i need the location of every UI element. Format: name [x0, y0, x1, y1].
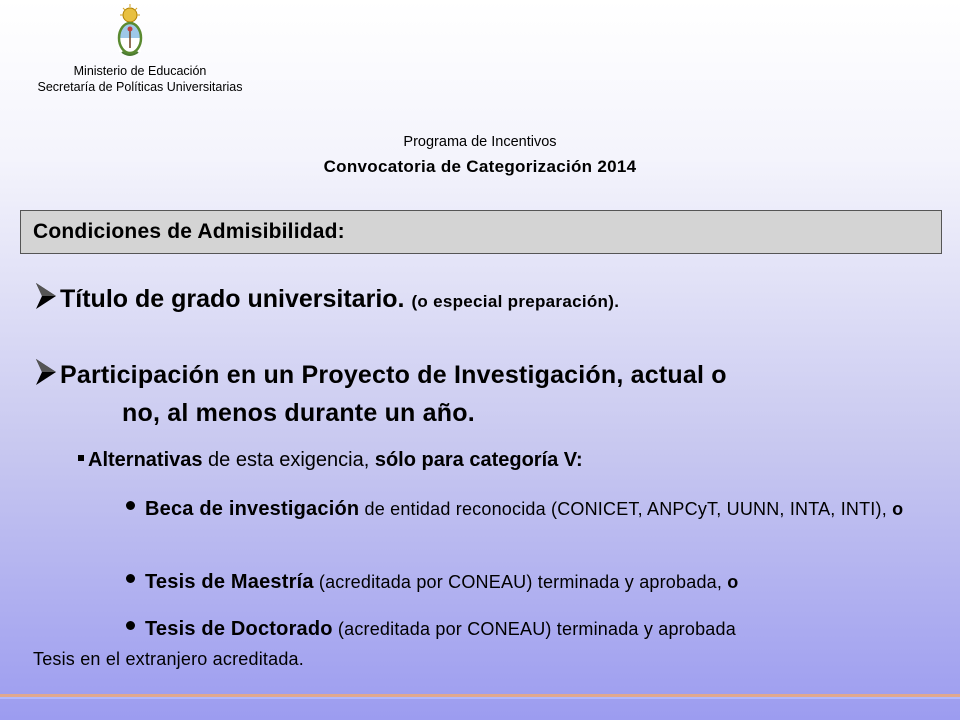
coat-of-arms-icon: [112, 2, 148, 60]
alternative-item-conj: o: [727, 572, 739, 592]
alternative-item-rest: (acreditada por CONEAU) terminada y aprobada: [332, 619, 736, 639]
ministry-name: Ministerio de Educación: [73, 64, 207, 78]
alternative-item: [126, 495, 916, 523]
requirement-degree-note: (o especial preparación).: [411, 292, 620, 311]
requirement-research: [34, 356, 934, 432]
alternatives-lead: [78, 449, 583, 472]
requirement-degree-text: Título de grado universitario.: [60, 285, 405, 313]
alternatives-footer: Tesis en el extranjero acreditada.: [33, 649, 304, 669]
ministry-heading: [20, 63, 260, 95]
alternative-item-rest: de entidad reconocida (CONICET, ANPCyT, UUNN, INTA, INTI),: [359, 499, 893, 519]
dot-bullet-icon: [126, 501, 135, 510]
conditions-title: Condiciones de Admisibilidad:: [33, 220, 345, 243]
alternative-item-bold: Beca de investigación: [145, 498, 360, 520]
program-name: Programa de Incentivos: [403, 134, 557, 150]
alternative-item-conj: o: [892, 499, 904, 519]
arrow-bullet-icon: [34, 357, 58, 387]
alternatives-lead-bold: Alternativas: [88, 449, 203, 471]
alternative-item-bold: Tesis de Maestría: [145, 571, 314, 593]
requirement-degree: [34, 281, 619, 314]
dot-bullet-icon: [126, 574, 135, 583]
square-bullet-icon: [78, 455, 84, 461]
alternative-item-bold: Tesis de Doctorado: [145, 618, 333, 640]
secretariat-name: Secretaría de Políticas Universitarias: [37, 80, 243, 94]
call-title: Convocatoria de Categorización 2014: [323, 157, 637, 176]
alternative-item: [126, 618, 736, 641]
bottom-divider: [0, 697, 960, 699]
arrow-bullet-icon: [34, 281, 58, 311]
alternatives-lead-rest: de esta exigencia,: [202, 449, 375, 471]
conditions-title-box: [20, 210, 942, 254]
alternative-item-rest: (acreditada por CONEAU) terminada y aprobada,: [313, 572, 728, 592]
alternative-item: [126, 571, 738, 594]
requirement-research-text-cont: no, al menos durante un año.: [122, 399, 475, 427]
alternatives-lead-bold2: sólo para categoría V:: [374, 449, 583, 471]
requirement-research-text: Participación en un Proyecto de Investigación, actual o: [60, 361, 727, 389]
dot-bullet-icon: [126, 621, 135, 630]
